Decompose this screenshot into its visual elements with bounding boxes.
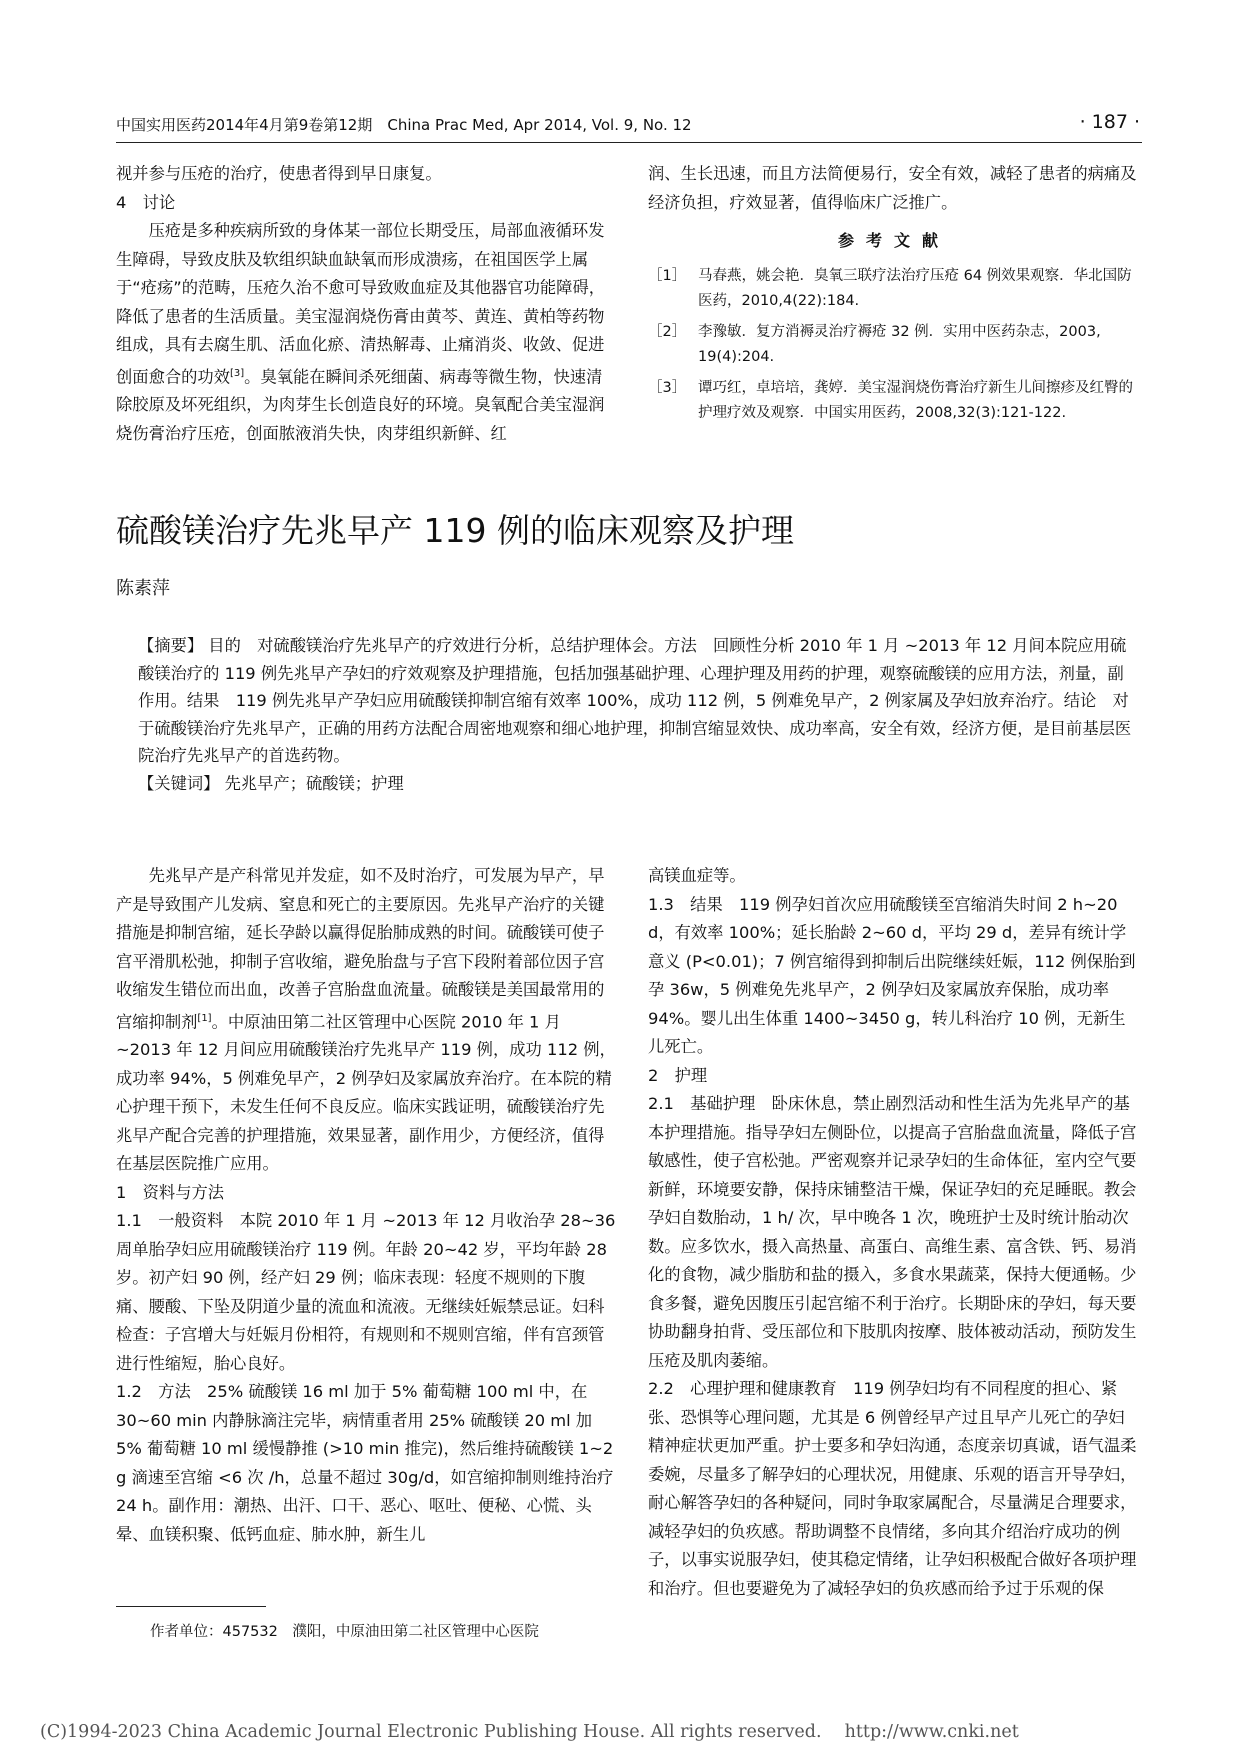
journal-info: 中国实用医药2014年4月第9卷第12期 China Prac Med, Apr 2014, Vol. 9, No. 12: [116, 116, 692, 134]
reference-item: ［3］ 谭巧红，卓培培，龚婷．美宝湿润烧伤膏治疗新生儿间擦疹及红臀的护理疗效及观察．中国实用医药，2008,32(3):121-122.: [648, 379, 1133, 421]
author-affiliation: 作者单位：457532 濮阳，中原油田第二社区管理中心医院: [150, 1624, 539, 1640]
references-heading: 参考文献: [837, 231, 950, 250]
paragraph: 润、生长迅速，而且方法简便易行，安全有效，减轻了患者的病痛及经济负担，疗效显著，值得临床广泛推广。: [648, 164, 1137, 212]
paragraph: 先兆早产是产科常见并发症，如不及时治疗，可发展为早产，早产是导致围产儿发病、窒息和死亡的主要原因。先兆早产治疗的关键措施是抑制宫缩，延长孕龄以赢得促胎肺成熟的时间。硫酸镁可使子宫平滑肌松弛，抑制子宫收缩，避免胎盘与子宫下段附着部位因子宫收缩发生错位而出血，改善子宫胎盘血流量。硫酸镁是美国最常用的宫缩抑制剂[1]。中原油田第二社区管理中心医院 2010 年 1 月 ~2013 年 12 月间应用硫酸镁治疗先兆早产 119 例，成功 112 例，成功率 94%，5 例难免早产，2 例孕妇及家属放弃治疗。在本院的精心护理干预下，未发生任何不良反应。临床实践证明，硫酸镁治疗先兆早产配合完善的护理措施，效果显著，副作用少，方便经济，值得在基层医院推广应用。: [116, 866, 616, 1174]
keywords: 【关键词】 先兆早产；硫酸镁；护理: [138, 773, 404, 793]
citation: [3]: [229, 367, 245, 379]
article-right-column: [648, 862, 1140, 1603]
footnote-rule: [116, 1606, 266, 1607]
page-header: [116, 111, 1140, 138]
prev-article-left-column: [116, 160, 616, 448]
paragraph: 高镁血症等。: [648, 866, 746, 885]
paragraph: 视并参与压疮的治疗，使患者得到早日康复。: [116, 164, 442, 183]
paragraph: 2.1 基础护理 卧床休息，禁止剧烈活动和性生活为先兆早产的基本护理措施。指导孕妇左侧卧位，以提高子宫胎盘血流量，降低子宫敏感性，使子宫松弛。严密观察并记录孕妇的生命体征，室内空气要新鲜，环境要安静，保持床铺整洁干燥，保证孕妇的充足睡眠。教会孕妇自数胎动，1 h/ 次，早中晚各 1 次，晚班护士及时统计胎动次数。应多饮水，摄入高热量、高蛋白、高维生素、富含铁、钙、易消化的食物，减少脂肪和盐的摄入，多食水果蔬菜，保持大便通畅。少食多餐，避免因腹压引起宫缩不利于治疗。长期卧床的孕妇，每天要协助翻身拍背、受压部位和下肢肌肉按摩、肢体被动活动，预防发生压疮及肌肉萎缩。: [648, 1094, 1137, 1370]
page-number: · 187 ·: [1079, 111, 1140, 133]
abstract: 【摘要】 目的 对硫酸镁治疗先兆早产的疗效进行分析，总结护理体会。方法 回顾性分析 2010 年 1 月 ~2013 年 12 月间本院应用硫酸镁治疗的 119 例先兆早产孕妇的疗效观察及护理措施，包括加强基础护理、心理护理及用药的护理，观察硫酸镁的应用方法，剂量，副作用。结果 119 例先兆早产孕妇应用硫酸镁抑制宫缩有效率 100%，成功 112 例，5 例难免早产，2 例家属及孕妇放弃治疗。结论 对于硫酸镁治疗先兆早产，正确的用药方法配合周密地观察和细心地护理，抑制宫缩显效快、成功率高，安全有效，经济方便，是目前基层医院治疗先兆早产的首选药物。: [138, 636, 1132, 765]
article-left-column: [116, 862, 616, 1549]
paragraph: 1.2 方法 25% 硫酸镁 16 ml 加于 5% 葡萄糖 100 ml 中，在 30~60 min 内静脉滴注完毕，病情重者用 25% 硫酸镁 20 ml 加 5% 葡萄糖 10 ml 缓慢静推 (>10 min 推完)，然后维持硫酸镁 1~2 g 滴速至宫缩 <6 次 /h，总量不超过 30g/d，如宫缩抑制则维持治疗 24 h。副作用：潮热、出汗、口干、恶心、呕吐、便秘、心慌、头晕、血镁积聚、低钙血症、肺水肿，新生儿: [116, 1382, 614, 1544]
paragraph: 2.2 心理护理和健康教育 119 例孕妇均有不同程度的担心、紧张、恐惧等心理问题，尤其是 6 例曾经早产过且早产儿死亡的孕妇精神症状更加严重。护士要多和孕妇沟通，态度亲切真诚，语气温柔委婉，尽量多了解孕妇的心理状况，用健康、乐观的语言开导孕妇，耐心解答孕妇的各种疑问，同时争取家属配合，尽量满足合理要求，减轻孕妇的负疚感。帮助调整不良情绪，多向其介绍治疗成功的例子，以事实说服孕妇，使其稳定情绪，让孕妇积极配合做好各项护理和治疗。但也要避免为了减轻孕妇的负疚感而给予过于乐观的保: [648, 1379, 1137, 1598]
abstract-block: [138, 632, 1138, 797]
header-rule: [116, 142, 1142, 143]
section-heading: 4 讨论: [116, 192, 176, 212]
reference-item: ［1］ 马春燕，姚会艳．臭氧三联疗法治疗压疮 64 例效果观察．华北国防医药，2010,4(22):184.: [648, 267, 1132, 309]
paragraph: 1.3 结果 119 例孕妇首次应用硫酸镁至宫缩消失时间 2 h~20 d，有效率 100%；延长胎龄 2~60 d，平均 29 d，差异有统计学意义 (P<0.01)；7 例宫缩得到抑制后出院继续妊娠，112 例保胎到孕 36w，5 例难免先兆早产，2 例孕妇及家属放弃保胎，成功率 94%。婴儿出生体重 1400~3450 g，转儿科治疗 10 例，无新生儿死亡。: [648, 894, 1136, 1056]
article-title: 硫酸镁治疗先兆早产 119 例的临床观察及护理: [116, 511, 794, 550]
article-author: 陈素萍: [116, 578, 170, 599]
reference-item: ［2］ 李豫敏．复方消褥灵治疗褥疮 32 例．实用中医药杂志，2003, 19(4):204.: [648, 323, 1101, 365]
prev-article-right-column: [648, 160, 1140, 432]
section-heading: 1 资料与方法: [116, 1182, 225, 1202]
paragraph: 1.1 一般资料 本院 2010 年 1 月 ~2013 年 12 月收治孕 28~36 周单胎孕妇应用硫酸镁治疗 119 例。年龄 20~42 岁，平均年龄 28 岁。初产妇 90 例，经产妇 29 例；临床表现：轻度不规则的下腹痛、腰酸、下坠及阴道少量的流血和流液。无继续妊娠禁忌证。妇科检查：子宫增大与妊娠月份相符，有规则和不规则宫缩，伴有宫颈管进行性缩短，胎心良好。: [116, 1211, 616, 1373]
section-heading: 2 护理: [648, 1065, 708, 1085]
citation: [1]: [197, 1012, 212, 1024]
paragraph: 压疮是多种疾病所致的身体某一部位长期受压，局部血液循环发生障碍，导致皮肤及软组织缺血缺氧而形成溃疡，在祖国医学上属于“疮疡”的范畴，压疮久治不愈可导致败血症及其他器官功能障碍，降低了患者的生活质量。美宝湿润烧伤膏由黄芩、黄连、黄柏等药物组成，具有去腐生肌、活血化瘀、清热解毒、止痛消炎、收敛、促进创面愈合的功效[3]。臭氧能在瞬间杀死细菌、病毒等微生物，快速清除胶原及坏死组织，为肉芽生长创造良好的环境。臭氧配合美宝湿润烧伤膏治疗压疮，创面脓液消失快，肉芽组织新鲜、红: [116, 221, 606, 443]
copyright-notice: (C)1994-2023 China Academic Journal Electronic Publishing House. All rights reserved. http://www.cnki.net: [40, 1722, 1019, 1742]
